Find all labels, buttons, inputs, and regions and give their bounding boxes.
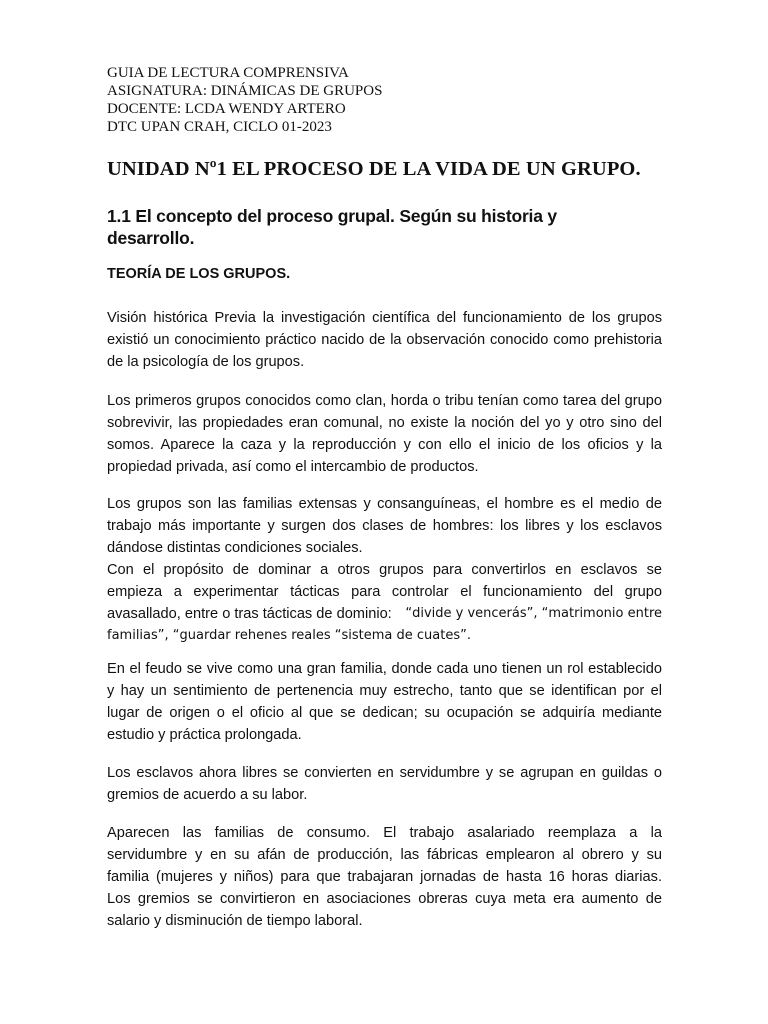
paragraph-line: estudio y práctica prolongada. (107, 727, 302, 743)
paragraph-line: Visión histórica Previa la investigación científica del funcionamiento de los grupos (107, 310, 662, 326)
header-subject: ASIGNATURA: DINÁMICAS DE GRUPOS (107, 83, 383, 99)
paragraph-line: sobrevivir, las propiedades eran comunal, no existe la noción del yo y otro sino del (107, 415, 662, 431)
paragraph-line: trabajo más importante y surgen dos clases de hombres: los libres y los esclavos (107, 518, 662, 534)
paragraph-line: servidumbre y en su afán de producción, las fábricas emplearon al obrero y su (107, 847, 662, 863)
paragraph-line: Los grupos son las familias extensas y consanguíneas, el hombre es el medio de (107, 496, 662, 512)
paragraph-line: dándose distintas condiciones sociales. (107, 540, 363, 556)
paragraph-line: familia (mujeres y niños) para que trabajaran jornadas de hasta 16 horas diarias. (107, 869, 662, 885)
header-cycle: DTC UPAN CRAH, CICLO 01-2023 (107, 119, 332, 135)
paragraph-line: salario y disminución de tiempo laboral. (107, 913, 363, 929)
paragraph-6 (107, 822, 662, 932)
paragraph-line: Con el propósito de dominar a otros grupos para convertirlos en esclavos se (107, 562, 662, 578)
paragraph-line: y hay un sentimiento de pertenencia muy estrecho, tanto que se identifican por el (107, 683, 662, 699)
paragraph-line: En el feudo se vive como una gran familia, donde cada uno tienen un rol establecido (107, 661, 662, 677)
paragraph-line: propiedad privada, así como el intercambio de productos. (107, 459, 479, 475)
header-teacher: DOCENTE: LCDA WENDY ARTERO (107, 101, 346, 117)
section-title-line: desarrollo. (107, 228, 195, 248)
tactics-intro: avasallado, entre o tras tácticas de dominio: (107, 606, 392, 622)
header-guide-title: GUIA DE LECTURA COMPRENSIVA (107, 65, 349, 81)
paragraph-line: Los esclavos ahora libres se convierten en servidumbre y se agrupan en guildas o (107, 765, 662, 781)
paragraph-1 (107, 307, 662, 373)
paragraph-line: somos. Aparece la caza y la reproducción y con ello el inicio de los oficios y la (107, 437, 662, 453)
paragraph-5 (107, 762, 662, 806)
paragraph-line (107, 603, 662, 625)
document-header (107, 64, 382, 136)
paragraph-line: empieza a experimentar tácticas para controlar el funcionamiento del grupo (107, 584, 662, 600)
paragraph-line: Aparecen las familias de consumo. El trabajo asalariado reemplaza a la (107, 825, 662, 841)
paragraph-2 (107, 390, 662, 478)
sub-title: TEORÍA DE LOS GRUPOS. (107, 266, 291, 282)
paragraph-line: existió un conocimiento práctico nacido de la observación conocido como prehistoria (107, 332, 662, 348)
paragraph-line: familias”, “guardar rehenes reales “sistema de cuates”. (107, 628, 471, 643)
paragraph-line: Los gremios se convirtieron en asociaciones obreras cuya meta era aumento de (107, 891, 662, 907)
paragraph-3 (107, 493, 662, 647)
tactics-quote: “divide y vencerás”, “matrimonio entre (405, 606, 662, 621)
section-title (107, 205, 662, 249)
unit-title: UNIDAD Nº1 EL PROCESO DE LA VIDA DE UN GRUPO. (107, 158, 641, 180)
paragraph-line: lugar de origen o el oficio al que se dedican; su ocupación se adquiría mediante (107, 705, 662, 721)
section-title-line: 1.1 El concepto del proceso grupal. Según su historia y (107, 206, 557, 226)
paragraph-line: Los primeros grupos conocidos como clan, horda o tribu tenían como tarea del grupo (107, 393, 662, 409)
paragraph-4 (107, 658, 662, 746)
paragraph-line: de la psicología de los grupos. (107, 354, 305, 370)
paragraph-line: gremios de acuerdo a su labor. (107, 787, 308, 803)
